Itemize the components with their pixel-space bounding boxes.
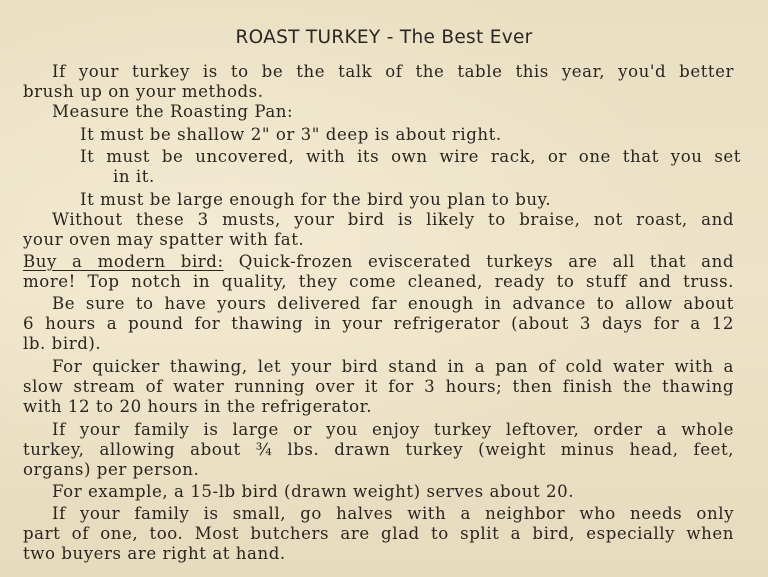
title-subtitle: The Best Ever: [399, 27, 533, 48]
text-line: For quicker thawing, let your bird stand in a pan of cold water with a: [52, 357, 734, 376]
text-line: Buy a modern bird: Quick-frozen eviscerated turkeys are all that and: [23, 252, 735, 271]
text-line: turkey, allowing about ¾ lbs. drawn turkey (weight minus head, feet,: [23, 440, 734, 459]
text-line: If your family is small, go halves with a neighbor who needs only: [52, 504, 734, 523]
text-line: It must be large enough for the bird you plan to buy.: [80, 190, 552, 209]
text-line: two buyers are right at hand.: [23, 544, 286, 563]
title-dash: -: [380, 27, 400, 48]
text-line: slow stream of water running over it for 3 hours; then finish the thawing: [23, 377, 734, 396]
text-line: For example, a 15-lb bird (drawn weight) serves about 20.: [52, 482, 575, 501]
text-line: lb. bird).: [23, 334, 102, 353]
text-line: more! Top notch in quality, they come cleaned, ready to stuff and truss.: [23, 272, 734, 291]
text-line: If your family is large or you enjoy turkey leftover, order a whole: [52, 420, 734, 439]
text-line: 6 hours a pound for thawing in your refrigerator (about 3 days for a 12: [23, 314, 734, 333]
recipe-title: [0, 27, 768, 48]
title-main: ROAST TURKEY: [235, 27, 381, 48]
section-heading: Measure the Roasting Pan:: [52, 102, 294, 121]
text-line: It must be shallow 2" or 3" deep is about right.: [80, 125, 502, 144]
text-line: It must be uncovered, with its own wire rack, or one that you set: [80, 147, 741, 166]
text-line: with 12 to 20 hours in the refrigerator.: [23, 397, 373, 416]
text-line: your oven may spatter with fat.: [23, 230, 305, 249]
text-line: part of one, too. Most butchers are glad to split a bird, especially when: [23, 524, 734, 543]
text-line: in it.: [113, 167, 155, 186]
text-line: organs) per person.: [23, 460, 200, 479]
emphasis-text: Buy a modern bird:: [23, 252, 224, 271]
text-line: Without these 3 musts, your bird is likely to braise, not roast, and: [52, 210, 734, 229]
text-line: If your turkey is to be the talk of the table this year, you'd better: [52, 62, 734, 81]
text-line: brush up on your methods.: [23, 82, 264, 101]
text-line: Be sure to have yours delivered far enough in advance to allow about: [52, 294, 734, 313]
